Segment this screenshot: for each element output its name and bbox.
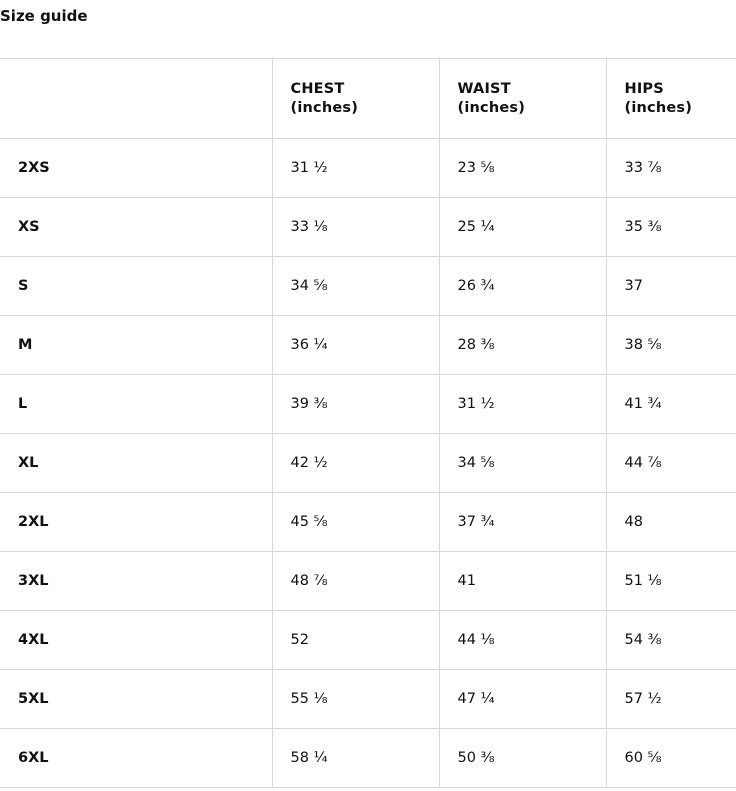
size-guide-page bbox=[0, 6, 736, 788]
row-size-label: S bbox=[0, 257, 272, 316]
row-size-label: 5XL bbox=[0, 670, 272, 729]
table-row bbox=[0, 257, 736, 316]
column-header-hips bbox=[606, 59, 736, 139]
row-size-label: 3XL bbox=[0, 552, 272, 611]
cell-waist: 34 ⅝ bbox=[439, 434, 606, 493]
cell-waist: 25 ¼ bbox=[439, 198, 606, 257]
cell-waist: 37 ¾ bbox=[439, 493, 606, 552]
page-title: Size guide bbox=[0, 6, 736, 26]
cell-hips: 54 ⅜ bbox=[606, 611, 736, 670]
column-header-hips-line2: (inches) bbox=[625, 99, 736, 118]
cell-chest: 34 ⅝ bbox=[272, 257, 439, 316]
cell-chest: 36 ¼ bbox=[272, 316, 439, 375]
cell-hips: 57 ½ bbox=[606, 670, 736, 729]
table-row bbox=[0, 493, 736, 552]
column-header-chest-line2: (inches) bbox=[291, 99, 439, 118]
column-header-chest-line1: CHEST bbox=[291, 80, 439, 99]
cell-waist: 28 ⅜ bbox=[439, 316, 606, 375]
cell-hips: 41 ¾ bbox=[606, 375, 736, 434]
table-header-row bbox=[0, 59, 736, 139]
cell-chest: 45 ⅝ bbox=[272, 493, 439, 552]
row-size-label: 4XL bbox=[0, 611, 272, 670]
cell-waist: 47 ¼ bbox=[439, 670, 606, 729]
row-size-label: XS bbox=[0, 198, 272, 257]
cell-hips: 60 ⅝ bbox=[606, 729, 736, 788]
column-header-chest bbox=[272, 59, 439, 139]
size-guide-table bbox=[0, 58, 736, 788]
cell-chest: 52 bbox=[272, 611, 439, 670]
cell-chest: 31 ½ bbox=[272, 139, 439, 198]
table-row bbox=[0, 611, 736, 670]
cell-chest: 33 ⅛ bbox=[272, 198, 439, 257]
cell-waist: 23 ⅝ bbox=[439, 139, 606, 198]
row-size-label: 6XL bbox=[0, 729, 272, 788]
column-header-waist-line2: (inches) bbox=[458, 99, 606, 118]
cell-hips: 48 bbox=[606, 493, 736, 552]
cell-chest: 58 ¼ bbox=[272, 729, 439, 788]
cell-hips: 51 ⅛ bbox=[606, 552, 736, 611]
row-size-label: 2XS bbox=[0, 139, 272, 198]
table-row bbox=[0, 434, 736, 493]
table-row bbox=[0, 729, 736, 788]
cell-chest: 39 ⅜ bbox=[272, 375, 439, 434]
column-header-waist bbox=[439, 59, 606, 139]
table-row bbox=[0, 670, 736, 729]
column-header-hips-line1: HIPS bbox=[625, 80, 736, 99]
column-header-size bbox=[0, 59, 272, 139]
cell-waist: 41 bbox=[439, 552, 606, 611]
cell-chest: 55 ⅛ bbox=[272, 670, 439, 729]
cell-chest: 42 ½ bbox=[272, 434, 439, 493]
cell-hips: 37 bbox=[606, 257, 736, 316]
table-row bbox=[0, 316, 736, 375]
table-row bbox=[0, 139, 736, 198]
cell-hips: 35 ⅜ bbox=[606, 198, 736, 257]
row-size-label: L bbox=[0, 375, 272, 434]
column-header-waist-line1: WAIST bbox=[458, 80, 606, 99]
cell-hips: 38 ⅝ bbox=[606, 316, 736, 375]
table-row bbox=[0, 375, 736, 434]
cell-waist: 44 ⅛ bbox=[439, 611, 606, 670]
row-size-label: XL bbox=[0, 434, 272, 493]
cell-chest: 48 ⅞ bbox=[272, 552, 439, 611]
cell-hips: 33 ⅞ bbox=[606, 139, 736, 198]
row-size-label: 2XL bbox=[0, 493, 272, 552]
cell-waist: 50 ⅜ bbox=[439, 729, 606, 788]
cell-hips: 44 ⅞ bbox=[606, 434, 736, 493]
cell-waist: 26 ¾ bbox=[439, 257, 606, 316]
cell-waist: 31 ½ bbox=[439, 375, 606, 434]
row-size-label: M bbox=[0, 316, 272, 375]
table-row bbox=[0, 198, 736, 257]
table-body bbox=[0, 139, 736, 788]
table-header bbox=[0, 59, 736, 139]
table-row bbox=[0, 552, 736, 611]
